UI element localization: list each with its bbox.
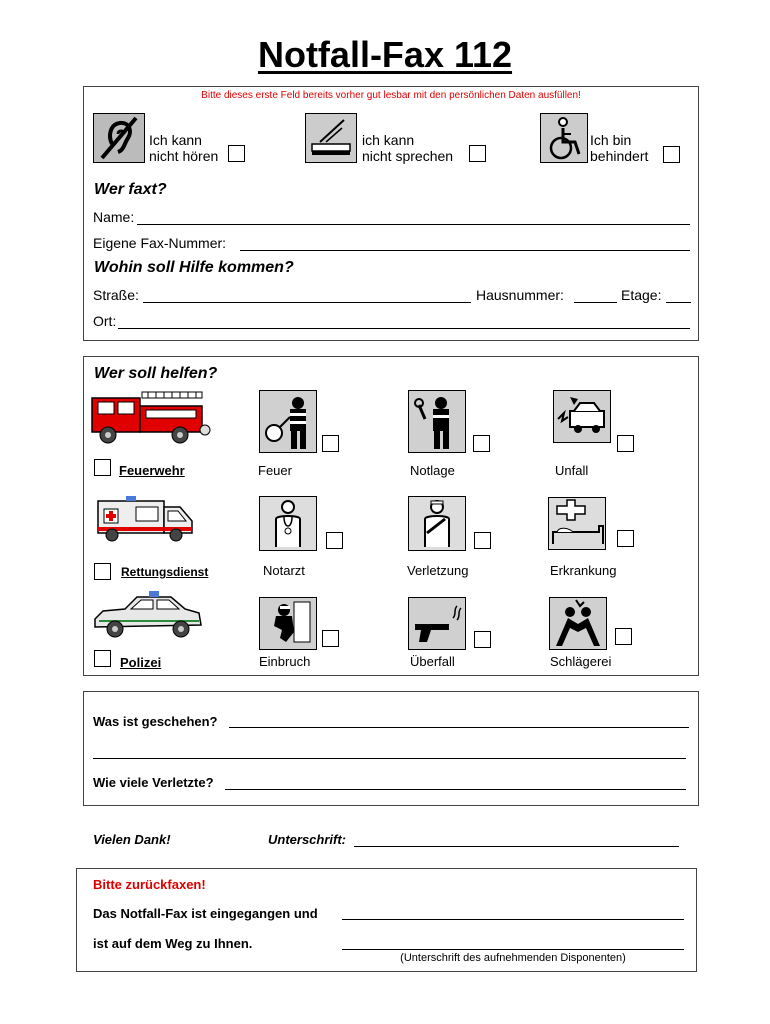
floor-label: Etage: bbox=[621, 287, 662, 303]
fire-department-label: Feuerwehr bbox=[119, 463, 185, 478]
house-number-label: Hausnummer: bbox=[476, 287, 564, 303]
page-title: Notfall-Fax 112 bbox=[257, 34, 513, 75]
firefighter-icon bbox=[259, 390, 317, 453]
fire-department-checkbox[interactable] bbox=[94, 459, 111, 476]
pistol-icon bbox=[408, 597, 466, 650]
robbery-checkbox[interactable] bbox=[474, 631, 491, 648]
name-field[interactable] bbox=[137, 224, 690, 225]
fire-truck-icon bbox=[90, 390, 215, 451]
rescue-service-checkbox[interactable] bbox=[94, 563, 111, 580]
fight-checkbox[interactable] bbox=[615, 628, 632, 645]
fire-checkbox[interactable] bbox=[322, 435, 339, 452]
fight-icon bbox=[549, 597, 607, 650]
mute-icon bbox=[305, 113, 357, 163]
deaf-checkbox[interactable] bbox=[228, 145, 245, 162]
mute-checkbox[interactable] bbox=[469, 145, 486, 162]
doctor-label: Notarzt bbox=[263, 563, 305, 578]
illness-checkbox[interactable] bbox=[617, 530, 634, 547]
disabled-option-label: Ich bin behindert bbox=[590, 132, 649, 164]
police-label: Polizei bbox=[120, 655, 162, 670]
fire-label: Feuer bbox=[258, 463, 292, 478]
injured-person-icon bbox=[408, 496, 466, 551]
city-label: Ort: bbox=[93, 313, 117, 329]
car-crash-icon bbox=[553, 390, 611, 443]
on-the-way-label: ist auf dem Weg zu Ihnen. bbox=[93, 936, 253, 951]
ambulance-icon bbox=[96, 493, 196, 550]
sickbed-icon bbox=[548, 497, 606, 550]
dispatcher-signature-field[interactable] bbox=[342, 949, 684, 950]
what-happened-field[interactable] bbox=[229, 727, 689, 728]
burglar-icon bbox=[259, 597, 317, 650]
fax-number-label: Eigene Fax-Nummer: bbox=[93, 235, 227, 251]
accident-checkbox[interactable] bbox=[617, 435, 634, 452]
doctor-icon bbox=[259, 496, 317, 551]
street-field[interactable] bbox=[143, 302, 471, 303]
street-label: Straße: bbox=[93, 287, 139, 303]
injured-count-field[interactable] bbox=[225, 789, 686, 790]
burglary-checkbox[interactable] bbox=[322, 630, 339, 647]
who-faxes-heading: Wer faxt? bbox=[94, 181, 167, 198]
rescue-service-label: Rettungsdienst bbox=[121, 565, 209, 579]
mute-option-label: ich kann nicht sprechen bbox=[362, 132, 454, 164]
floor-field[interactable] bbox=[666, 302, 691, 303]
robbery-label: Überfall bbox=[410, 654, 455, 669]
prefill-notice: Bitte dieses erste Feld bereits vorher gut lesbar mit den persönlichen Daten ausfüllen! bbox=[201, 90, 581, 101]
emergency-checkbox[interactable] bbox=[473, 435, 490, 452]
name-label: Name: bbox=[93, 209, 135, 225]
fax-back-heading: Bitte zurückfaxen! bbox=[93, 877, 206, 892]
city-field[interactable] bbox=[118, 328, 690, 329]
emergency-label: Notlage bbox=[410, 463, 455, 478]
signature-label: Unterschrift: bbox=[268, 832, 347, 847]
house-number-field[interactable] bbox=[574, 302, 617, 303]
accident-label: Unfall bbox=[555, 463, 589, 478]
dispatcher-note: (Unterschrift des aufnehmenden Disponenten) bbox=[400, 952, 626, 964]
who-helps-heading: Wer soll helfen? bbox=[94, 365, 218, 382]
received-field[interactable] bbox=[342, 919, 684, 920]
deaf-option-label: Ich kann nicht hören bbox=[149, 132, 219, 164]
fax-number-field[interactable] bbox=[240, 250, 690, 251]
wheelchair-icon bbox=[540, 113, 588, 163]
doctor-checkbox[interactable] bbox=[326, 532, 343, 549]
disabled-checkbox[interactable] bbox=[663, 146, 680, 163]
signature-field[interactable] bbox=[354, 846, 679, 847]
rescuer-icon bbox=[408, 390, 466, 453]
fight-label: Schlägerei bbox=[550, 654, 612, 669]
injured-count-label: Wie viele Verletzte? bbox=[93, 775, 214, 790]
received-label: Das Notfall-Fax ist eingegangen und bbox=[93, 906, 318, 921]
police-checkbox[interactable] bbox=[94, 650, 111, 667]
where-heading: Wohin soll Hilfe kommen? bbox=[94, 259, 294, 276]
deaf-icon bbox=[93, 113, 145, 163]
injury-checkbox[interactable] bbox=[474, 532, 491, 549]
illness-label: Erkrankung bbox=[550, 563, 617, 578]
burglary-label: Einbruch bbox=[259, 654, 311, 669]
what-happened-field-2[interactable] bbox=[93, 758, 686, 759]
injury-label: Verletzung bbox=[407, 563, 469, 578]
thanks-text: Vielen Dank! bbox=[93, 832, 171, 847]
what-happened-label: Was ist geschehen? bbox=[93, 714, 218, 729]
police-car-icon bbox=[91, 589, 206, 646]
